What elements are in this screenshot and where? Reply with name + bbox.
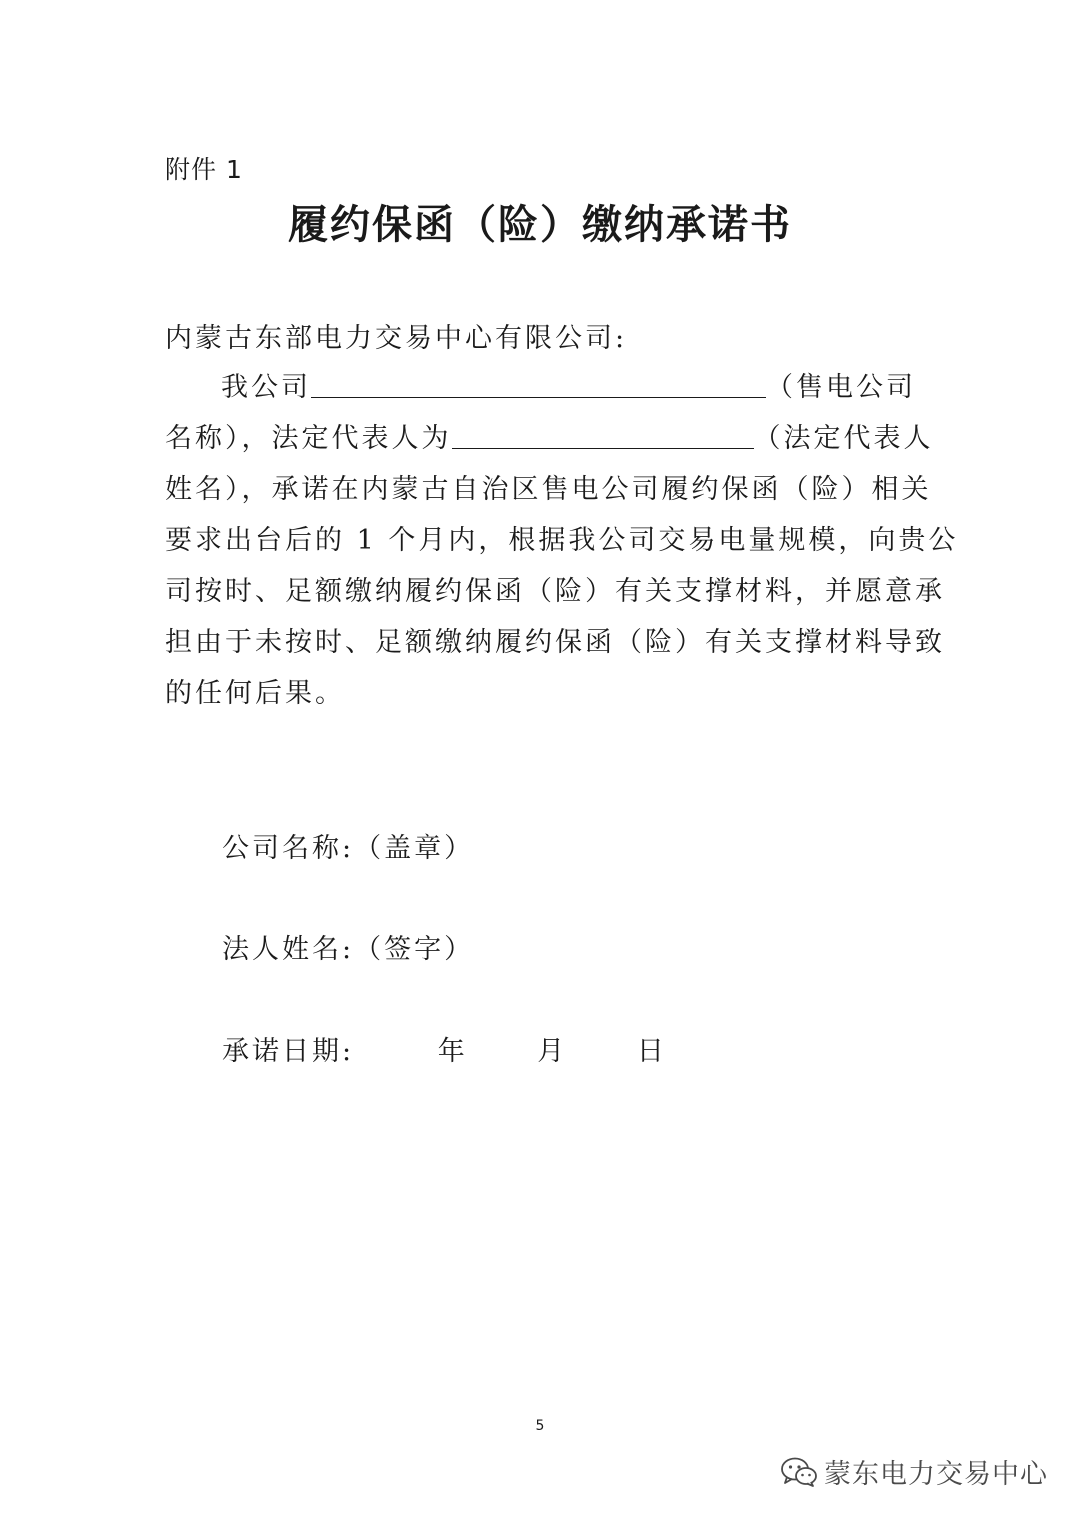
watermark <box>780 1452 1048 1491</box>
wechat-icon <box>780 1456 818 1488</box>
watermark-text: 蒙东电力交易中心 <box>824 1459 1048 1490</box>
date-day: 日 <box>636 1036 667 1067</box>
attachment-label: 附件 1 <box>165 155 243 184</box>
legal-person-signature-line: 法人姓名:（签字） <box>222 934 475 965</box>
company-name-blank <box>311 367 766 398</box>
date-year: 年 <box>437 1036 468 1067</box>
body-line-4: 要求出台后的 1 个月内，根据我公司交易电量规模，向贵公 <box>165 525 959 556</box>
commitment-date-line <box>222 1029 667 1068</box>
addressee: 内蒙古东部电力交易中心有限公司: <box>165 323 628 354</box>
body-line-2: 名称），法定代表人为 （法定代表人 <box>165 413 915 464</box>
commitment-body <box>165 362 959 719</box>
legal-rep-blank <box>452 418 754 449</box>
date-label: 承诺日期: <box>222 1036 355 1067</box>
body-line-6: 担由于未按时、足额缴纳履约保函（险）有关支撑材料导致 <box>165 627 945 658</box>
body-line-3: 姓名），承诺在内蒙古自治区售电公司履约保函（险）相关 <box>165 474 932 505</box>
page-number: 5 <box>535 1418 545 1434</box>
body-line-7: 的任何后果。 <box>165 678 345 709</box>
body-line-5: 司按时、足额缴纳履约保函（险）有关支撑材料，并愿意承 <box>165 576 945 607</box>
company-seal-line: 公司名称:（盖章） <box>222 833 475 864</box>
body-line-1: 我公司 （售电公司 <box>165 362 915 413</box>
document-title: 履约保函（险）缴纳承诺书 <box>288 201 792 248</box>
date-month: 月 <box>537 1036 568 1067</box>
